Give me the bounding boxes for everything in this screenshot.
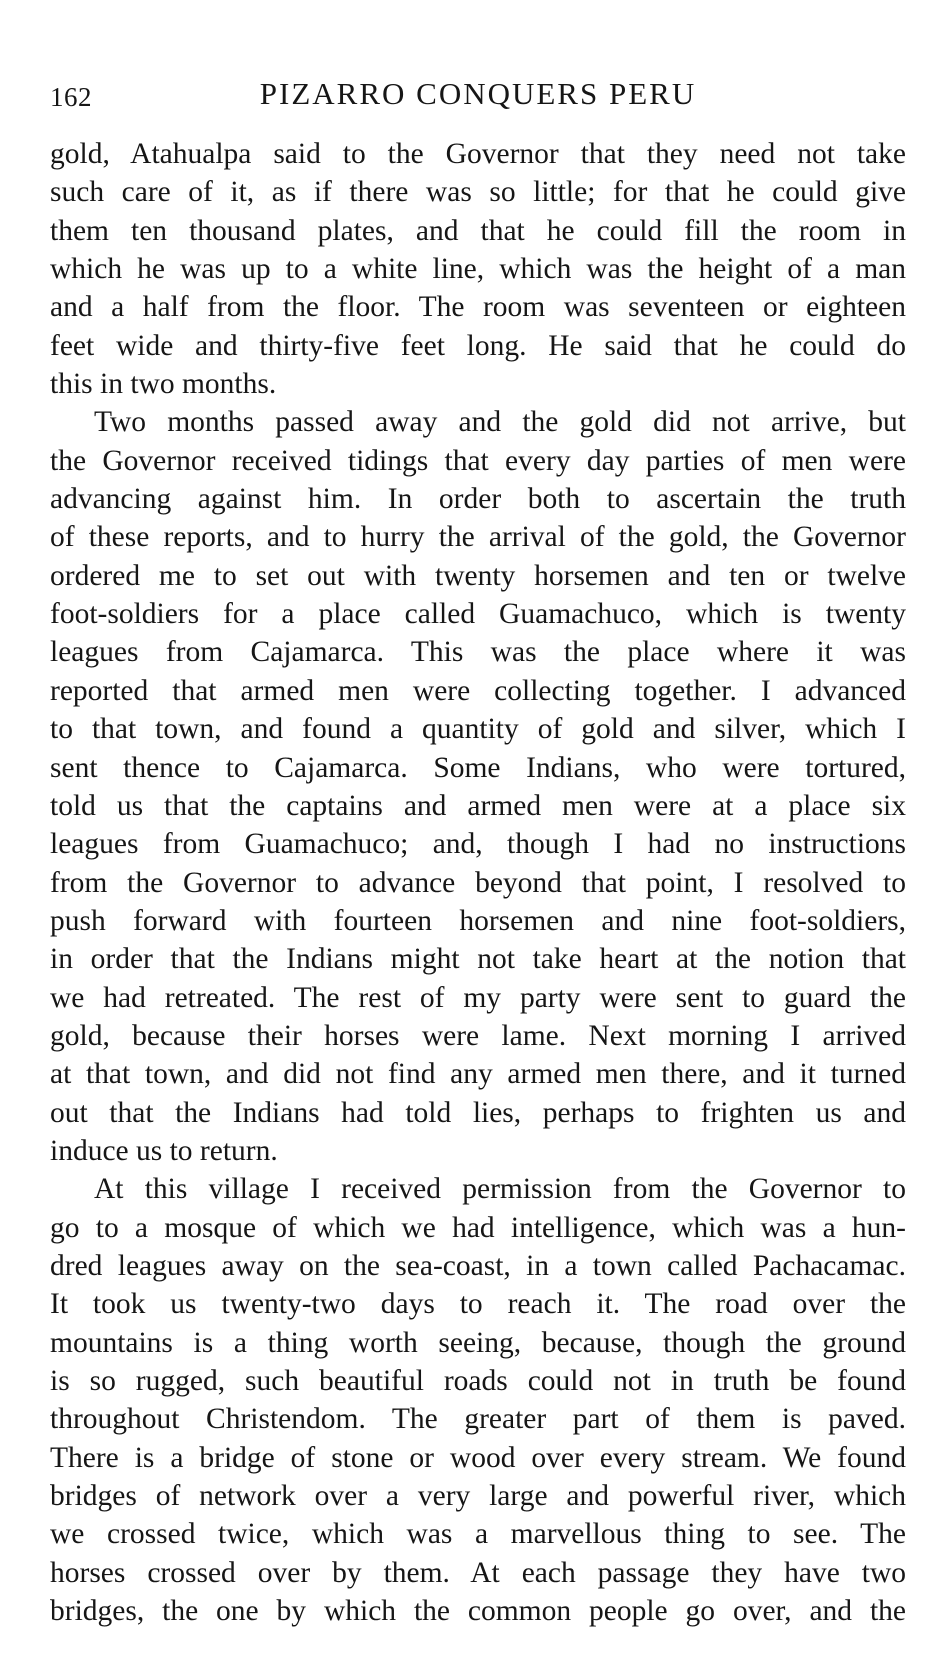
text-line: we had retreated. The rest of my party were sent to guard the bbox=[50, 981, 906, 1014]
text-line: out that the Indians had told lies, perhaps to frighten us and bbox=[50, 1096, 906, 1129]
text-line: push forward with fourteen horsemen and nine foot-soldiers, bbox=[50, 904, 906, 937]
text-line: we crossed twice, which was a marvellous thing to see. The bbox=[50, 1518, 906, 1551]
text-line: this in two months. bbox=[50, 368, 277, 401]
text-line: to that town, and found a quantity of gold and silver, which I bbox=[50, 713, 906, 746]
text-line: leagues from Guamachuco; and, though I had no instructions bbox=[50, 828, 906, 861]
text-line: dred leagues away on the sea-coast, in a town called Pachacamac. bbox=[50, 1249, 906, 1282]
text-line: from the Governor to advance beyond that point, I resolved to bbox=[50, 866, 906, 899]
body-text bbox=[50, 135, 906, 1630]
text-line: of these reports, and to hurry the arrival of the gold, the Governor bbox=[50, 521, 906, 554]
text-line: bridges of network over a very large and powerful river, which bbox=[50, 1480, 906, 1513]
text-line: gold, Atahualpa said to the Governor that they need not take bbox=[50, 138, 906, 170]
book-page bbox=[50, 72, 906, 1630]
text-line: told us that the captains and armed men were at a place six bbox=[50, 789, 906, 822]
page-title: PIZARRO CONQUERS PERU bbox=[259, 76, 697, 111]
text-line: ordered me to set out with twenty horsemen and ten or twelve bbox=[50, 559, 906, 592]
text-line: advancing against him. In order both to ascertain the truth bbox=[50, 483, 906, 516]
text-line: is so rugged, such beautiful roads could not in truth be found bbox=[50, 1365, 906, 1397]
text-line: bridges, the one by which the common people go over, and the bbox=[50, 1595, 906, 1628]
text-line: such care of it, as if there was so little; for that he could give bbox=[50, 176, 906, 209]
running-head bbox=[50, 72, 906, 128]
text-line: at that town, and did not find any armed men there, and it turned bbox=[50, 1058, 906, 1091]
page-number: 162 bbox=[50, 82, 92, 112]
text-line: It took us twenty-two days to reach it. The road over the bbox=[50, 1288, 906, 1321]
text-line: At this village I received permission from the Governor to bbox=[94, 1173, 906, 1206]
text-line: gold, because their horses were lame. Next morning I arrived bbox=[50, 1019, 906, 1052]
text-line: leagues from Cajamarca. This was the place where it was bbox=[50, 636, 906, 669]
text-line: in order that the Indians might not take heart at the notion that bbox=[50, 943, 906, 976]
text-line: feet wide and thirty-five feet long. He said that he could do bbox=[50, 329, 906, 362]
text-line: mountains is a thing worth seeing, because, though the ground bbox=[50, 1326, 906, 1359]
text-line: reported that armed men were collecting together. I advanced bbox=[50, 674, 906, 707]
text-line: foot-soldiers for a place called Guamachuco, which is twenty bbox=[50, 598, 906, 631]
text-line: them ten thousand plates, and that he could fill the room in bbox=[50, 214, 906, 247]
text-line: the Governor received tidings that every day parties of men were bbox=[50, 444, 906, 477]
text-line: horses crossed over by them. At each passage they have two bbox=[50, 1556, 906, 1589]
text-line: go to a mosque of which we had intelligence, which was a hun- bbox=[50, 1211, 906, 1244]
text-line: There is a bridge of stone or wood over every stream. We found bbox=[50, 1441, 906, 1474]
text-line: sent thence to Cajamarca. Some Indians, who were tortured, bbox=[50, 751, 906, 784]
text-line: induce us to return. bbox=[50, 1134, 278, 1167]
text-line: Two months passed away and the gold did not arrive, but bbox=[94, 406, 906, 439]
text-line: which he was up to a white line, which was the height of a man bbox=[50, 253, 906, 286]
text-line: throughout Christendom. The greater part of them is paved. bbox=[50, 1403, 906, 1436]
text-line: and a half from the floor. The room was seventeen or eighteen bbox=[50, 291, 906, 324]
